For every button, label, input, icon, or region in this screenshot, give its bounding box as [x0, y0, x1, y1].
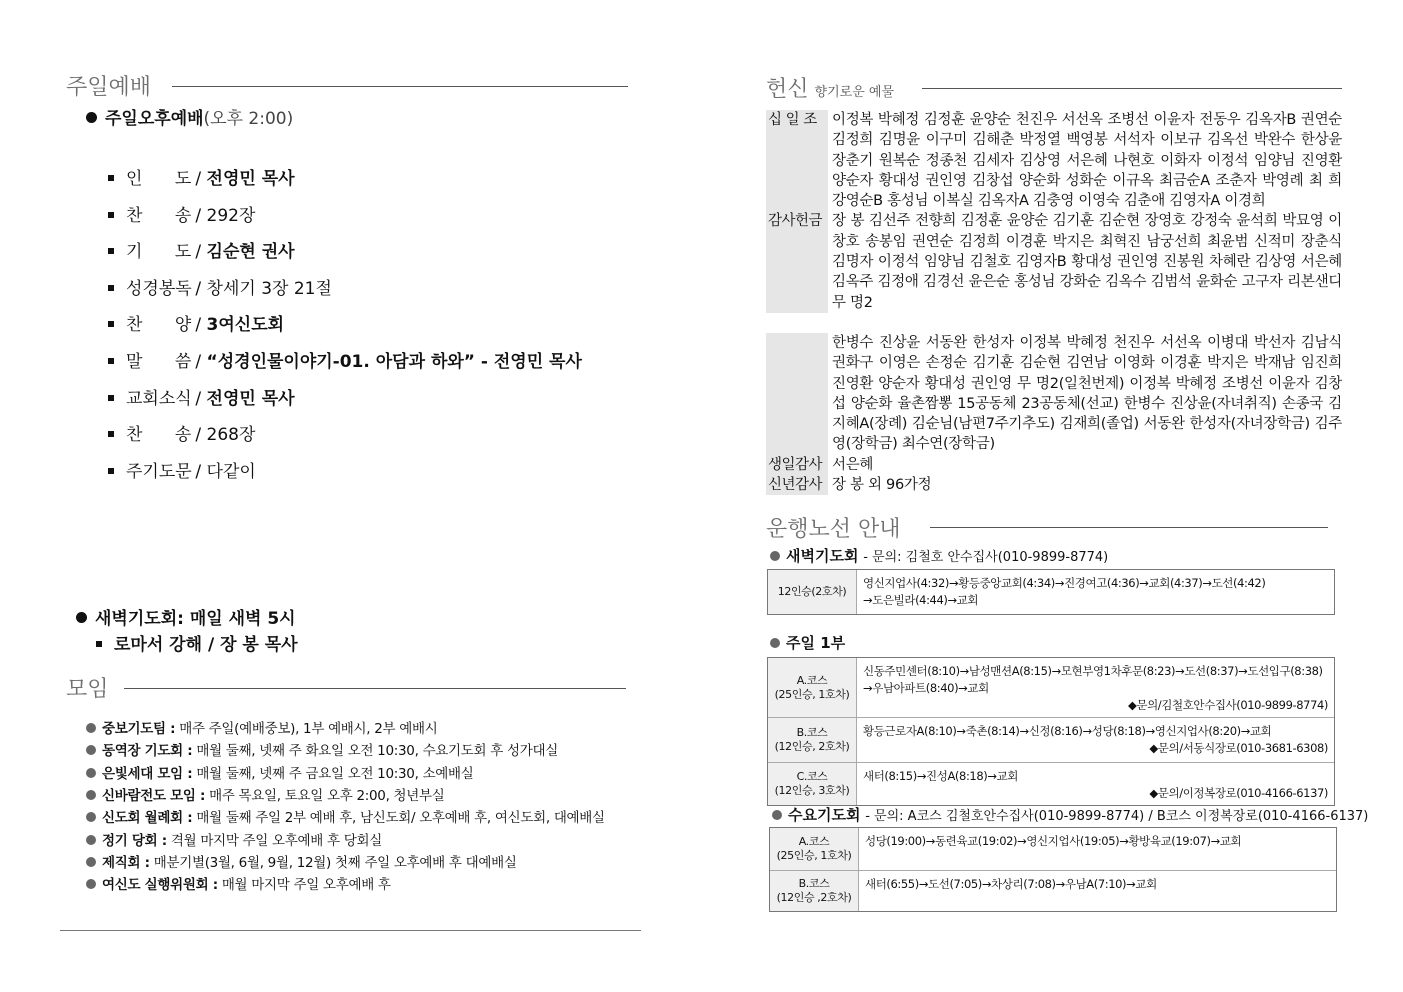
meeting-item: [86, 829, 382, 849]
wednesday-route-contact: - 문의: A코스 김철호안수집사(010-9899-8774) / B코스 이정복장로(010-4166-6137): [865, 809, 1369, 824]
offering-row: [766, 333, 1342, 455]
offering-names: 서은혜: [832, 456, 874, 473]
route-stop-line: 새터(6:55)→도선(7:05)→차상리(7:08)→우남A(7:10)→교회: [865, 877, 1157, 891]
offering-names: 이정복 박혜정 김정훈 윤양순 천진우 서선옥 조병선 이윤자 전동우 김옥자B 권연순 김정희 김명윤 이구미 김해춘 박정열 백영봉 서석자 이보규 김옥선 박완수 한상윤 장춘기 원복순 정종천 김세자 김상영 서은혜 나현호 이화자 이정석 임양님 진영환 양순자 황대성 권인영 김창섭 양순화 성화순 이규옥 최금순A 조춘자 박영례 최 희 강영순B 홍성님 이복실 김옥자A 김충영 이영숙 김춘애 김영자A 이경희: [832, 112, 1342, 210]
meeting-item: [86, 806, 605, 826]
offering-label: 생일감사: [766, 455, 828, 475]
order-item-value: “성경인물이야기-01. 아담과 하와” - 전영민 목사: [206, 352, 582, 372]
wednesday-route-name: 수요기도회: [788, 806, 861, 824]
meeting-name: 동역장 기도회 :: [102, 743, 193, 760]
meeting-desc: 매월 둘째 주일 2부 예배 후, 남신도회/ 오후예배 후, 여신도회, 대예배실: [192, 810, 605, 827]
offering-names: 장 봉 김선주 전향희 김정훈 윤양순 김기훈 김순현 장영호 강정숙 윤석희 박묘영 이창호 송봉임 권연순 김정희 이경훈 박지은 최혁진 남궁선희 최윤범 신적미 장춘식 김명자 이정석 임양님 김철호 김영자B 황대성 권인영 진봉원 차혜란 김상영 서은혜 김옥주 김정애 김경선 윤은순 홍성님 강화순 김옥수 김범석 윤화순 고구자 리본샌디 무 명2: [832, 213, 1342, 311]
meetings-title-rule: [124, 688, 626, 689]
meeting-item: [86, 762, 474, 782]
bullet-disc-icon: [86, 812, 96, 822]
order-item: [108, 347, 582, 372]
meeting-name: 신바람전도 모임 :: [102, 787, 206, 804]
meeting-item: [86, 717, 438, 737]
meetings-section-title: 모임: [66, 677, 109, 702]
meeting-name: 신도회 월례회 :: [102, 810, 193, 827]
offering-names: 장 봉 외 96가정: [832, 477, 932, 494]
route-row: [770, 828, 1336, 870]
meeting-desc: 매분기별(3월, 6월, 9월, 12월) 첫째 주일 오후예배 후 대예배실: [149, 854, 517, 871]
worship-title-rule: [172, 86, 628, 87]
route-course: C.코스: [796, 770, 828, 783]
square-bullet-icon: [108, 285, 114, 291]
wednesday-route-table: [769, 827, 1337, 912]
route-stops: [857, 658, 1334, 717]
order-item-sep: /: [190, 461, 207, 482]
order-item-sep: /: [190, 278, 207, 299]
order-item-label: 찬 송: [126, 205, 192, 226]
route-stop-line: 새터(8:15)→진성A(8:18)→교회: [863, 769, 1018, 783]
meeting-desc: 매월 둘째, 넷째 주 금요일 오전 10:30, 소예배실: [192, 765, 474, 782]
route-label: [768, 718, 857, 762]
square-bullet-icon: [108, 175, 114, 181]
offering-label: [766, 333, 828, 455]
dawn-route-heading: [770, 545, 1108, 566]
order-item: [108, 310, 284, 335]
route-stops: [857, 718, 1334, 762]
route-course: B.코스: [798, 877, 830, 890]
route-stop-line: →도은빌라(4:44)→교회: [863, 593, 979, 607]
route-label: [768, 570, 857, 614]
meeting-name: 여신도 실행위원회 :: [102, 877, 218, 894]
routes-section-title: 운행노선 안내: [766, 517, 901, 542]
offering-title-rule: [922, 88, 1342, 89]
route-contact: ◆문의/서동식장로(010-3681-6308): [1149, 741, 1328, 755]
order-item-label: 주기도문: [126, 461, 192, 482]
meeting-item: [86, 784, 445, 804]
square-bullet-icon: [108, 321, 114, 327]
sunday-route-table: [767, 657, 1335, 806]
order-item-sep: /: [190, 205, 207, 226]
wednesday-route-heading: [772, 804, 1368, 825]
square-bullet-icon: [108, 468, 114, 474]
meeting-item: [86, 851, 517, 871]
route-row: [770, 870, 1336, 911]
route-row: [768, 570, 1334, 614]
order-item-label: 찬 양: [126, 315, 192, 336]
route-stops: [857, 570, 1334, 614]
order-item-value: 김순현 권사: [206, 242, 295, 263]
offering-label: 신년감사: [766, 475, 828, 495]
dawn-prayer-title: 새벽기도회: 매일 새벽 5시: [95, 609, 296, 629]
meeting-item: [86, 873, 391, 893]
order-item-sep: /: [190, 169, 207, 189]
service-name: 주일오후예배: [105, 109, 204, 129]
bullet-disc-icon: [86, 857, 96, 867]
square-bullet-icon: [108, 431, 114, 437]
offering-label: 십 일 조: [766, 110, 828, 211]
route-vehicle: (12인승, 3호차): [774, 784, 850, 797]
route-course: B.코스: [796, 726, 828, 739]
worship-section-title: 주일예배: [66, 75, 152, 100]
order-item-value: 3여신도회: [206, 315, 285, 336]
offering-row: [766, 211, 1342, 312]
sunday-route-heading: [770, 632, 845, 653]
order-item-label: 기 도: [126, 242, 192, 263]
order-item-sep: /: [190, 242, 207, 263]
route-contact: ◆문의/김철호안수집사(010-9899-8774): [1127, 698, 1328, 712]
dawn-prayer-heading: [76, 604, 296, 629]
offering-subtitle: 향기로운 예물: [814, 85, 894, 100]
bullet-disc-icon: [86, 768, 96, 778]
meeting-name: 정기 당회 :: [102, 832, 167, 849]
route-vehicle: (12인승 ,2호차): [776, 891, 852, 904]
route-label: [768, 658, 857, 717]
route-stop-line: 성당(19:00)→동련육교(19:02)→영신지업사(19:05)→황방육교(19:07)→교회: [865, 834, 1242, 848]
service-time: (오후 2:00): [203, 109, 294, 129]
order-item-sep: /: [190, 352, 207, 372]
offering-row: [766, 475, 1342, 495]
order-item: [108, 201, 255, 226]
offering-row: [766, 110, 1342, 211]
route-vehicle: (25인승, 1호차): [774, 687, 850, 701]
order-item-label: 교회소식: [126, 388, 192, 409]
meeting-name: 은빛세대 모임 :: [102, 765, 193, 782]
order-item-label: 찬 송: [126, 425, 192, 446]
route-row: [768, 658, 1334, 717]
square-bullet-icon: [108, 248, 114, 254]
offering-title: 헌신: [766, 77, 809, 102]
route-stops: [859, 828, 1336, 870]
order-item-value: 창세기 3장 21절: [206, 278, 332, 299]
dawn-prayer-detail: [96, 630, 298, 655]
offering-table: [766, 110, 1342, 495]
route-row: [768, 717, 1334, 762]
order-item-sep: /: [190, 388, 207, 409]
square-bullet-icon: [108, 395, 114, 401]
dawn-prayer-detail-text: 로마서 강해 / 장 봉 목사: [114, 635, 298, 655]
afternoon-service-heading: [86, 104, 293, 129]
route-row: [768, 762, 1334, 805]
order-item-value: 292장: [206, 205, 256, 226]
meeting-desc: 매월 둘째, 넷째 주 화요일 오전 10:30, 수요기도회 후 성가대실: [192, 743, 558, 760]
bullet-disc-icon: [86, 723, 96, 733]
route-course: A.코스: [798, 835, 830, 848]
route-course: A.코스: [796, 673, 828, 687]
route-course: 12인승(2호차): [777, 585, 847, 598]
route-stops: [857, 763, 1334, 805]
order-item: [108, 274, 332, 299]
bullet-disc-icon: [770, 638, 780, 648]
bullet-disc-icon: [86, 835, 96, 845]
meeting-name: 제직회 :: [102, 854, 150, 871]
order-item-label: 인 도: [126, 169, 192, 189]
routes-title-rule: [930, 527, 1328, 528]
bullet-disc-icon: [86, 790, 96, 800]
order-item: [108, 420, 255, 445]
route-vehicle: (25인승, 1호차): [776, 849, 852, 862]
order-item: [108, 164, 295, 189]
order-item-value: 전영민 목사: [206, 169, 295, 189]
meeting-desc: 매월 마지막 주일 오후예배 후: [217, 877, 391, 894]
bullet-disc-icon: [770, 551, 780, 561]
offering-names: 한병수 진상윤 서동완 한성자 이정복 박혜정 천진우 서선옥 이병대 박선자 김남식 권화구 이영은 손정순 김기훈 김순현 김연남 이영화 이경훈 박지은 박재남 임진희 진영환 양순자 황대성 권인영 무 명2(일천번제) 이정복 박혜정 조병선 이윤자 김창섭 양순화 율촌짬뽕 15공동체 23공동체(선교) 한병수 진상윤(자녀취직) 손종국 김지혜A(장례) 김순님(남편7주기추도) 김재희(졸업) 서동완 한성자(자녀장학금) 김주영(장학금) 최수연(장학금): [832, 334, 1342, 453]
bullet-disc-icon: [86, 112, 97, 123]
order-item-sep: /: [190, 425, 207, 446]
meeting-desc: 매주 목요일, 토요일 오후 2:00, 청년부실: [205, 787, 445, 804]
route-stops: [859, 871, 1336, 911]
route-vehicle: (12인승, 2호차): [774, 740, 850, 753]
route-stop-line: 황등근로자A(8:10)→죽촌(8:14)→신정(8:16)→성당(8:18)→영신지업사(8:20)→교회: [863, 724, 1272, 738]
route-label: [770, 871, 859, 911]
order-item: [108, 237, 295, 262]
dawn-route-name: 새벽기도회: [786, 547, 859, 565]
route-label: [768, 763, 857, 805]
square-bullet-icon: [108, 212, 114, 218]
order-item: [108, 384, 295, 409]
offering-label: 감사헌금: [766, 211, 828, 312]
meeting-item: [86, 739, 558, 759]
bullet-disc-icon: [772, 810, 782, 820]
order-item-value: 전영민 목사: [206, 388, 295, 409]
order-item-value: 268장: [206, 425, 256, 446]
dawn-route-table: [767, 569, 1335, 615]
route-stop-line: 영신지업사(4:32)→황등중앙교회(4:34)→진경여고(4:36)→교회(4:37)→도선(4:42): [863, 576, 1266, 590]
offering-row: [766, 455, 1342, 475]
meeting-name: 중보기도팀 :: [102, 721, 176, 737]
square-bullet-icon: [96, 641, 102, 647]
meeting-desc: 매주 주일(예배중보), 1부 예배시, 2부 예배시: [175, 721, 438, 737]
meeting-desc: 격월 마지막 주일 오후예배 후 당회실: [166, 832, 382, 849]
route-contact: ◆문의/이정복장로(010-4166-6137): [1149, 786, 1328, 800]
order-item-value: 다같이: [206, 461, 256, 482]
route-stop-line: →우남아파트(8:40)→교회: [863, 681, 989, 695]
bullet-disc-icon: [76, 612, 87, 623]
route-label: [770, 828, 859, 870]
route-stop-line: 신동주민센터(8:10)→남성맨션A(8:15)→모현부영1차후문(8:23)→도선(8:37)→도선입구(8:38): [863, 664, 1323, 678]
left-bottom-rule: [60, 930, 641, 931]
square-bullet-icon: [108, 358, 114, 364]
order-item-sep: /: [190, 315, 207, 336]
order-item: [108, 457, 256, 482]
order-item-label: 성경봉독: [126, 278, 192, 299]
dawn-route-contact: - 문의: 김철호 안수집사(010-9899-8774): [863, 550, 1109, 565]
sunday-route-name: 주일 1부: [786, 634, 846, 652]
bullet-disc-icon: [86, 745, 96, 755]
order-item-label: 말 씀: [126, 352, 192, 372]
offering-section-title: [766, 72, 894, 103]
bullet-disc-icon: [86, 879, 96, 889]
